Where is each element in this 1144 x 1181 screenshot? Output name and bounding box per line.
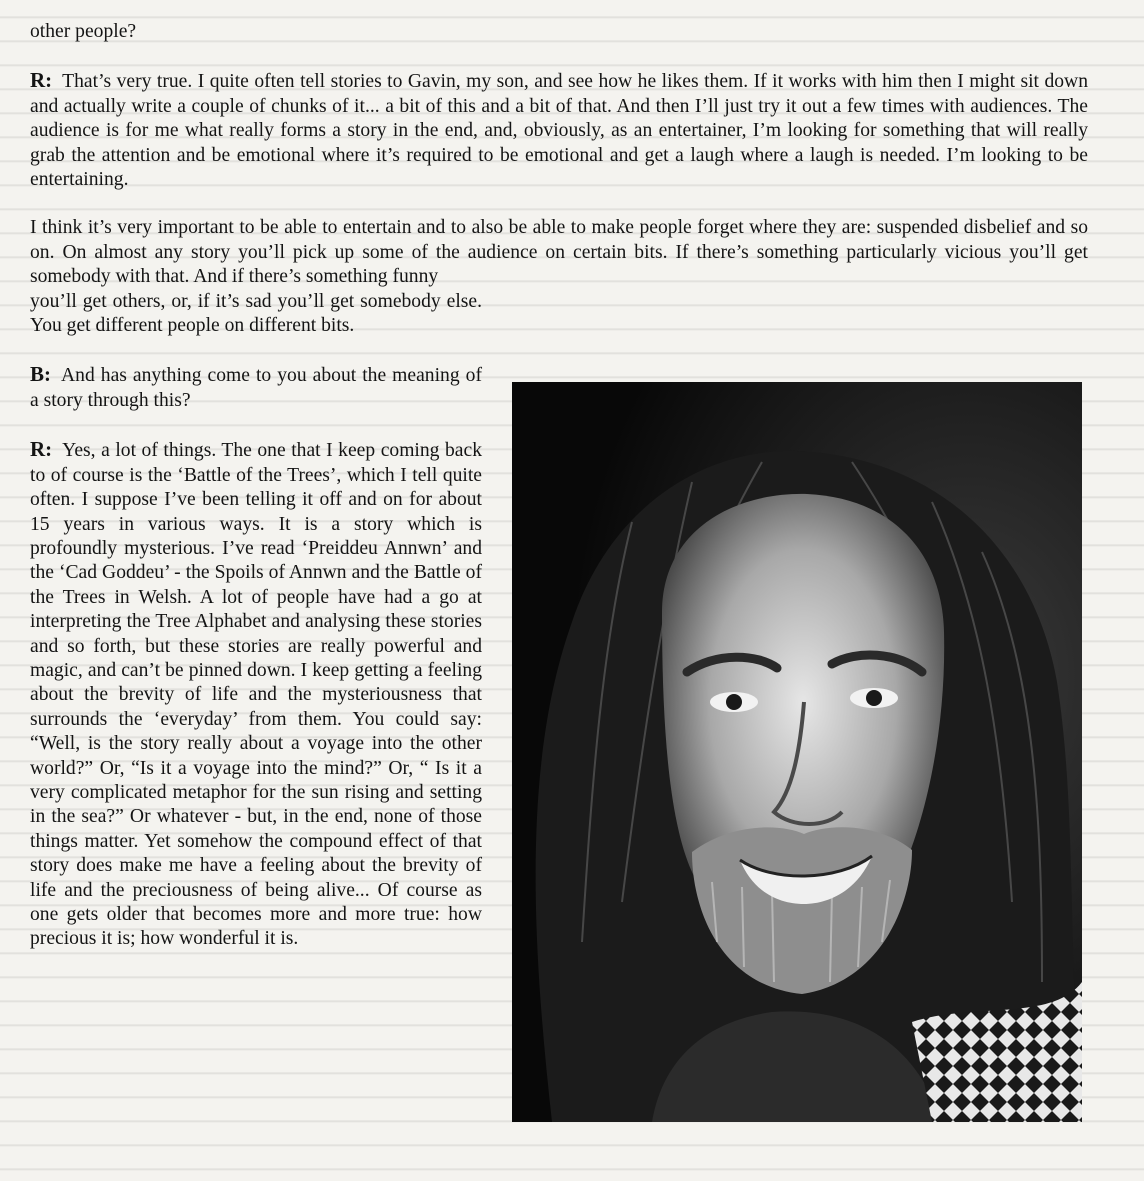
paragraph-r-1 [30, 68, 1088, 192]
speaker-label: B: [30, 362, 51, 387]
paragraph-entertain: I think it’s very important to be able to entertain and to also be able to make people forget where they are: suspended disbelief and so on. On almost any story you’ll pick up some of the audience on certain bits. If there’s something particularly vicious you’ll get somebody with that. And if there’s something funny [30, 217, 1088, 288]
paragraph-b-question [30, 362, 482, 413]
continued-line: other people? [30, 21, 137, 42]
portrait-illustration [512, 382, 1082, 1122]
paragraph-text: That’s very true. I quite often tell stories to Gavin, my son, and see how he likes them. If it works with him then I might sit down and actually write a couple of chunks of it... a bit of this and a bit of that. And then I’ll just try it out a few times with audiences. The audience is for me what really forms a story in the end, and, obviously, as an entertainer, I’m looking for something that will really grab the attention and be emotional where it’s required to be emotional and get a laugh where a laugh is needed. I’m looking to be entertaining. [30, 71, 1088, 191]
paragraph-r-answer [30, 437, 482, 952]
paragraph-text: Yes, a lot of things. The one that I keep coming back to of course is the ‘Battle of the Trees’, which I tell quite often. I suppose I’ve been telling it off and on for about 15 years in various ways. It is a story which is profoundly mysterious. I’ve read ‘Preiddeu Annwn’ and the ‘Cad Goddeu’ - the Spoils of Annwn and the Battle of the Trees in Welsh. A lot of people have had a go at interpreting the Tree Alphabet and analysing these stories and so forth, but these stories are really powerful and magic, and can’t be pinned down. I keep getting a feeling about the brevity of life and the mysteriousness that surrounds the ‘everyday’ from them. You could say: “Well, is the story really about a voyage into the other world?” Or, “Is it a voyage into the mind?” Or, “ Is it a very complicated metaphor for the sun rising and setting in the sea?” Or whatever - but, in the end, none of those things matter. Yet somehow the compound effect of that story does make me have a feeling about the brevity of life and the preciousness of being alive... Of course as one gets older that becomes more and more true: how precious it is; how wonderful it is. [30, 440, 482, 950]
portrait-photo [512, 382, 1082, 1122]
paragraph-entertain-continued: you’ll get others, or, if it’s sad you’ll get somebody else. You get different people on different bits. [30, 290, 482, 337]
speaker-label: R: [30, 437, 53, 462]
speaker-label: R: [30, 68, 53, 93]
paragraph-text: And has anything come to you about the meaning of a story through this? [30, 365, 482, 411]
